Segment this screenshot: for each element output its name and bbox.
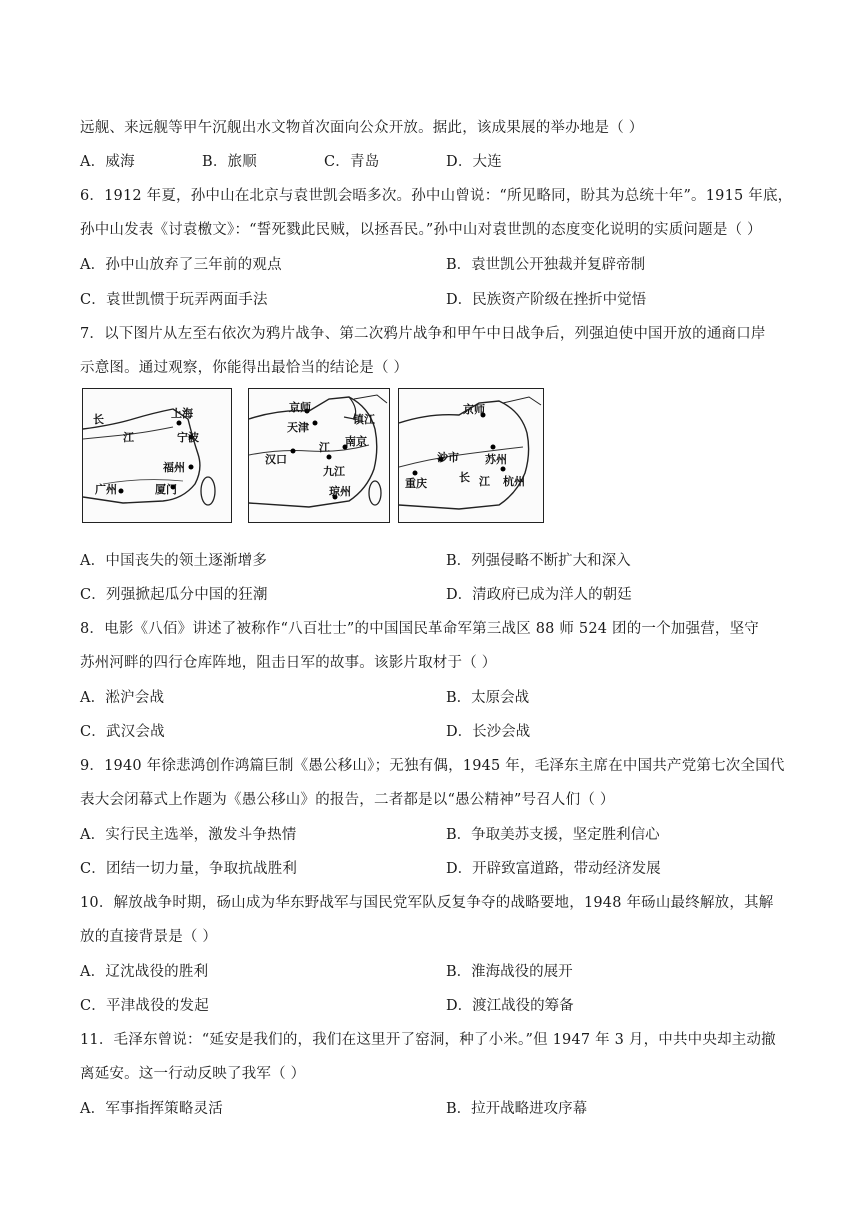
- q10-stem-line2: 放的直接背景是（ ）: [80, 929, 218, 945]
- q9-option-a[interactable]: A．实行民主选举，激发斗争热情: [80, 827, 297, 843]
- q9-option-d[interactable]: D．开辟致富道路，带动经济发展: [446, 861, 661, 877]
- q5-options: [80, 150, 502, 171]
- map3-label-jiang: 江: [479, 475, 490, 488]
- treaty-port-maps: [82, 388, 542, 523]
- q6-option-b[interactable]: B．袁世凯公开独裁并复辟帝制: [446, 257, 646, 273]
- q9-option-c[interactable]: C．团结一切力量，争取抗战胜利: [80, 861, 298, 877]
- map2-label-jingshi: 京师: [289, 401, 311, 414]
- q8-option-d[interactable]: D．长沙会战: [446, 724, 531, 740]
- q7-option-d[interactable]: D．清政府已成为洋人的朝廷: [446, 587, 632, 603]
- q8-option-a[interactable]: A．淞沪会战: [80, 690, 165, 706]
- q8-stem-line2: 苏州河畔的四行仓库阵地，阻击日军的故事。该影片取材于（ ）: [80, 655, 497, 671]
- q9-option-b[interactable]: B．争取美苏支援，坚定胜利信心: [446, 827, 660, 843]
- map-second-opium-war: [248, 388, 390, 523]
- q8-stem-line1: 8．电影《八佰》讲述了被称作“八百壮士”的中国国民革命军第三战区 88 师 524 团的一个加强营，坚守: [80, 621, 760, 637]
- map1-label-shanghai: 上海: [171, 407, 193, 420]
- q5-option-c[interactable]: C．青岛: [324, 154, 380, 170]
- map2-label-nanjing: 南京: [345, 435, 367, 448]
- q7-stem-line2: 示意图。通过观察，你能得出最恰当的结论是（ ）: [80, 360, 409, 376]
- q10-option-a[interactable]: A．辽沈战役的胜利: [80, 964, 209, 980]
- q6-option-d[interactable]: D．民族资产阶级在挫折中觉悟: [446, 292, 647, 308]
- q9-stem-line1: 9．1940 年徐悲鸿创作鸿篇巨制《愚公移山》；无独有偶，1945 年，毛泽东主席在中国共产党第七次全国代: [80, 758, 785, 774]
- map2-label-jiujiang: 九江: [323, 465, 345, 478]
- map3-label-hangzhou: 杭州: [503, 475, 525, 488]
- q7-option-c[interactable]: C．列强掀起瓜分中国的狂潮: [80, 587, 268, 603]
- map2-label-zhenjiang: 镇江: [353, 413, 375, 426]
- q10-option-b[interactable]: B．淮海战役的展开: [446, 964, 573, 980]
- q8-option-b[interactable]: B．太原会战: [446, 690, 530, 706]
- q11-stem-line2: 离延安。这一行动反映了我军（ ）: [80, 1066, 306, 1082]
- q7-option-b[interactable]: B．列强侵略不断扩大和深入: [446, 553, 631, 569]
- q11-option-b[interactable]: B．拉开战略进攻序幕: [446, 1101, 588, 1117]
- q5-stem-line1: 远舰、来远舰等甲午沉舰出水文物首次面向公众开放。据此，该成果展的举办地是（ ）: [80, 120, 644, 136]
- map2-label-tianjin: 天津: [287, 421, 309, 434]
- map3-label-chongqing: 重庆: [405, 477, 427, 490]
- q5-option-d[interactable]: D．大连: [446, 154, 502, 170]
- q6-option-a[interactable]: A．孙中山放弃了三年前的观点: [80, 257, 282, 273]
- map1-label-chang: 长: [93, 413, 104, 426]
- q11-option-a[interactable]: A．军事指挥策略灵活: [80, 1101, 223, 1117]
- map1-label-fuzhou: 福州: [163, 461, 185, 474]
- map2-label-hankou: 汉口: [265, 453, 287, 466]
- map3-label-shashi: 沙市: [437, 451, 459, 464]
- map-opium-war: [82, 388, 232, 523]
- map3-label-chang: 长: [459, 471, 470, 484]
- q10-option-c[interactable]: C．平津战役的发起: [80, 998, 209, 1014]
- q5-option-b[interactable]: B．旅顺: [202, 154, 257, 170]
- q10-stem-line1: 10．解放战争时期，砀山成为华东野战军与国民党军队反复争夺的战略要地，1948 年砀山最终解放，其解: [80, 895, 774, 911]
- map2-label-qiongzhou: 琼州: [329, 485, 351, 498]
- q8-option-c[interactable]: C．武汉会战: [80, 724, 165, 740]
- map1-label-jiang: 江: [123, 431, 134, 444]
- map1-label-guangzhou: 广州: [95, 483, 117, 496]
- q7-option-a[interactable]: A．中国丧失的领土逐渐增多: [80, 553, 268, 569]
- q6-stem-line1: 6．1912 年夏，孙中山在北京与袁世凯会晤多次。孙中山曾说：“所见略同，盼其为总统十年”。1915 年底，: [80, 188, 793, 204]
- q6-stem-line2: 孙中山发表《讨袁檄文》：“誓死戮此民贼，以拯吾民。”孙中山对袁世凯的态度变化说明的实质问题是（ ）: [80, 222, 762, 238]
- q5-option-a[interactable]: A．威海: [80, 154, 135, 170]
- map3-label-jingshi: 京师: [463, 403, 485, 416]
- map2-label-jiang: 江: [319, 441, 330, 454]
- map1-label-ningbo: 宁波: [177, 431, 199, 444]
- q11-stem-line1: 11．毛泽东曾说：“延安是我们的，我们在这里开了窑洞，种了小米。”但 1947 年 3 月，中共中央却主动撤: [80, 1032, 776, 1048]
- map1-label-xiamen: 厦门: [155, 483, 177, 496]
- q9-stem-line2: 表大会闭幕式上作题为《愚公移山》的报告，二者都是以“愚公精神”号召人们（ ）: [80, 792, 615, 808]
- q10-option-d[interactable]: D．渡江战役的筹备: [446, 998, 574, 1014]
- q7-stem-line1: 7．以下图片从左至右依次为鸦片战争、第二次鸦片战争和甲午中日战争后，列强迫使中国开放的通商口岸: [80, 326, 766, 342]
- map-sino-japanese-war: [398, 388, 544, 523]
- q6-option-c[interactable]: C．袁世凯惯于玩弄两面手法: [80, 292, 268, 308]
- map1-outline: [83, 389, 231, 522]
- map3-label-suzhou: 苏州: [485, 453, 507, 466]
